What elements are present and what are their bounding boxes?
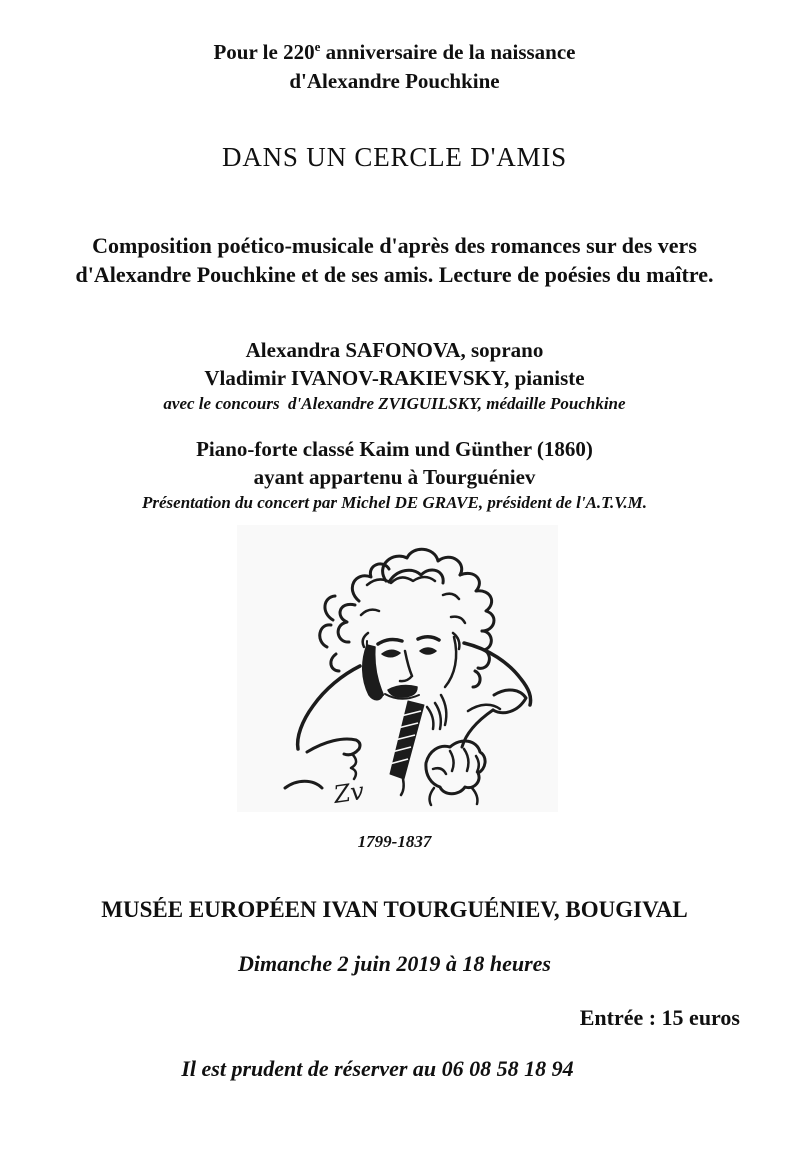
pushkin-portrait-sketch <box>237 525 558 812</box>
ticket-price: Entrée : 15 euros <box>579 1005 740 1030</box>
concert-description <box>0 231 789 289</box>
description-line-1: Composition poético-musicale d'après des romances sur des vers <box>92 233 697 258</box>
description-line-2: d'Alexandre Pouchkine et de ses amis. Lecture de poésies du maître. <box>75 262 714 287</box>
pushkin-sketch-drawing <box>237 525 558 812</box>
soprano-name: Alexandra SAFONOVA, soprano <box>245 338 544 362</box>
header-line-1 <box>0 38 789 67</box>
artist-signature: Zv <box>331 777 366 809</box>
piano-line-2: ayant appartenu à Tourguéniev <box>253 465 536 489</box>
header-line1-pre: Pour le 220 <box>213 40 315 64</box>
piano-info <box>0 435 789 515</box>
header-line1-post: anniversaire de la naissance <box>320 40 576 64</box>
header-line-2: d'Alexandre Pouchkine <box>289 69 500 93</box>
performers <box>0 336 789 416</box>
venue-name: MUSÉE EUROPÉEN IVAN TOURGUÉNIEV, BOUGIVAL <box>101 897 688 922</box>
booking-phone-note: Il est prudent de réserver au 06 08 58 18 94 <box>181 1056 574 1081</box>
concert-title: DANS UN CERCLE D'AMIS <box>222 142 567 172</box>
ordinal-superscript: e <box>314 39 321 54</box>
presentation-note: Présentation du concert par Michel DE GRAVE, président de l'A.T.V.M. <box>141 493 648 512</box>
anniversary-header <box>0 38 789 96</box>
performers-note: avec le concours d'Alexandre ZVIGUILSKY, médaille Pouchkine <box>163 394 626 413</box>
pushkin-life-dates: 1799-1837 <box>357 832 432 851</box>
event-datetime: Dimanche 2 juin 2019 à 18 heures <box>238 951 551 976</box>
pianist-name: Vladimir IVANOV-RAKIEVSKY, pianiste <box>204 366 585 390</box>
piano-line-1: Piano-forte classé Kaim und Günther (1860) <box>196 437 593 461</box>
